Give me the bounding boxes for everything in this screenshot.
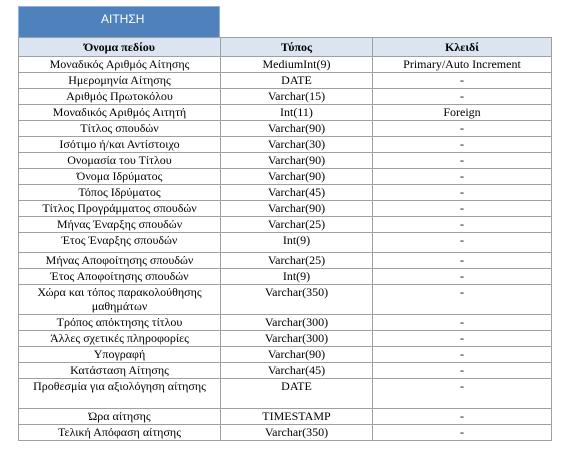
- field-name-cell: Τόπος Ιδρύματος: [19, 185, 221, 201]
- field-name-cell: Ονομασία του Τίτλου: [19, 153, 221, 169]
- field-key-cell: -: [373, 201, 552, 217]
- table-row: [19, 269, 552, 285]
- field-type-cell: Int(11): [221, 105, 373, 121]
- table-row: [19, 89, 552, 105]
- header-type: Τύπος: [221, 38, 373, 57]
- field-name-cell: Ημερομηνία Αίτησης: [19, 73, 221, 89]
- field-name-cell: Προθεσμία για αξιολόγηση αίτησης: [19, 379, 221, 409]
- field-type-cell: Varchar(350): [221, 285, 373, 315]
- table-row: [19, 185, 552, 201]
- table-row: [19, 425, 552, 441]
- field-key-cell: -: [373, 137, 552, 153]
- field-type-cell: TIMESTAMP: [221, 409, 373, 425]
- table-row: [19, 233, 552, 253]
- table-row: [19, 217, 552, 233]
- field-key-cell: -: [373, 169, 552, 185]
- table-row: [19, 347, 552, 363]
- table-row: [19, 331, 552, 347]
- field-name-cell: Τίτλος Προγράμματος σπουδών: [19, 201, 221, 217]
- field-key-cell: -: [373, 331, 552, 347]
- field-name-cell: Χώρα και τόπος παρακολούθησης μαθημάτων: [19, 285, 221, 315]
- field-key-cell: -: [373, 217, 552, 233]
- field-name-cell: Μοναδικός Αριθμός Αίτησης: [19, 57, 221, 73]
- field-type-cell: Varchar(30): [221, 137, 373, 153]
- header-field-name: Όνομα πεδίου: [19, 38, 221, 57]
- field-key-cell: -: [373, 73, 552, 89]
- table-row: [19, 169, 552, 185]
- field-type-cell: Varchar(90): [221, 169, 373, 185]
- field-type-cell: Int(9): [221, 269, 373, 285]
- field-type-cell: Varchar(300): [221, 331, 373, 347]
- field-name-cell: Ισότιμο ή/και Αντίστοιχο: [19, 137, 221, 153]
- field-name-cell: Όνομα Ιδρύματος: [19, 169, 221, 185]
- table-row: [19, 137, 552, 153]
- field-key-cell: Primary/Auto Increment: [373, 57, 552, 73]
- field-key-cell: -: [373, 121, 552, 137]
- field-key-cell: -: [373, 233, 552, 253]
- field-key-cell: -: [373, 185, 552, 201]
- field-key-cell: -: [373, 425, 552, 441]
- field-name-cell: Τίτλος σπουδών: [19, 121, 221, 137]
- header-row: [19, 38, 552, 57]
- field-type-cell: Varchar(350): [221, 425, 373, 441]
- field-type-cell: Varchar(90): [221, 347, 373, 363]
- field-name-cell: Μοναδικός Αριθμός Αιτητή: [19, 105, 221, 121]
- field-name-cell: Έτος Αποφοίτησης σπουδών: [19, 269, 221, 285]
- field-name-cell: Μήνας Αποφοίτησης σπουδών: [19, 253, 221, 269]
- field-type-cell: Int(9): [221, 233, 373, 253]
- table-row: [19, 121, 552, 137]
- field-key-cell: Foreign: [373, 105, 552, 121]
- header-key: Κλειδί: [373, 38, 552, 57]
- field-key-cell: -: [373, 379, 552, 409]
- field-type-cell: Varchar(90): [221, 153, 373, 169]
- table-row: [19, 285, 552, 315]
- field-type-cell: Varchar(45): [221, 185, 373, 201]
- field-key-cell: -: [373, 89, 552, 105]
- table-row: [19, 253, 552, 269]
- field-key-cell: -: [373, 315, 552, 331]
- field-name-cell: Τελική Απόφαση αίτησης: [19, 425, 221, 441]
- fields-table: [18, 37, 552, 441]
- field-name-cell: Τρόπος απόκτησης τίτλου: [19, 315, 221, 331]
- table-row: [19, 57, 552, 73]
- field-key-cell: -: [373, 409, 552, 425]
- field-type-cell: DATE: [221, 379, 373, 409]
- field-type-cell: MediumInt(9): [221, 57, 373, 73]
- table-row: [19, 105, 552, 121]
- field-type-cell: Varchar(45): [221, 363, 373, 379]
- table-row: [19, 363, 552, 379]
- field-name-cell: Κατάσταση Αίτησης: [19, 363, 221, 379]
- field-key-cell: -: [373, 253, 552, 269]
- field-type-cell: DATE: [221, 73, 373, 89]
- field-name-cell: Άλλες σχετικές πληροφορίες: [19, 331, 221, 347]
- table-row: [19, 315, 552, 331]
- field-type-cell: Varchar(300): [221, 315, 373, 331]
- field-type-cell: Varchar(25): [221, 253, 373, 269]
- field-key-cell: -: [373, 269, 552, 285]
- field-name-cell: Έτος Έναρξης σπουδών: [19, 233, 221, 253]
- field-key-cell: -: [373, 153, 552, 169]
- table-row: [19, 153, 552, 169]
- table-row: [19, 379, 552, 409]
- table-row: [19, 409, 552, 425]
- field-name-cell: Ώρα αίτησης: [19, 409, 221, 425]
- field-type-cell: Varchar(25): [221, 217, 373, 233]
- field-name-cell: Αριθμός Πρωτοκόλου: [19, 89, 221, 105]
- table-title: ΑΙΤΗΣΗ: [18, 6, 220, 37]
- field-type-cell: Varchar(15): [221, 89, 373, 105]
- field-name-cell: Υπογραφή: [19, 347, 221, 363]
- field-key-cell: -: [373, 347, 552, 363]
- table-row: [19, 73, 552, 89]
- field-name-cell: Μήνας Έναρξης σπουδών: [19, 217, 221, 233]
- field-key-cell: -: [373, 285, 552, 315]
- field-type-cell: Varchar(90): [221, 121, 373, 137]
- field-type-cell: Varchar(90): [221, 201, 373, 217]
- field-key-cell: -: [373, 363, 552, 379]
- table-row: [19, 201, 552, 217]
